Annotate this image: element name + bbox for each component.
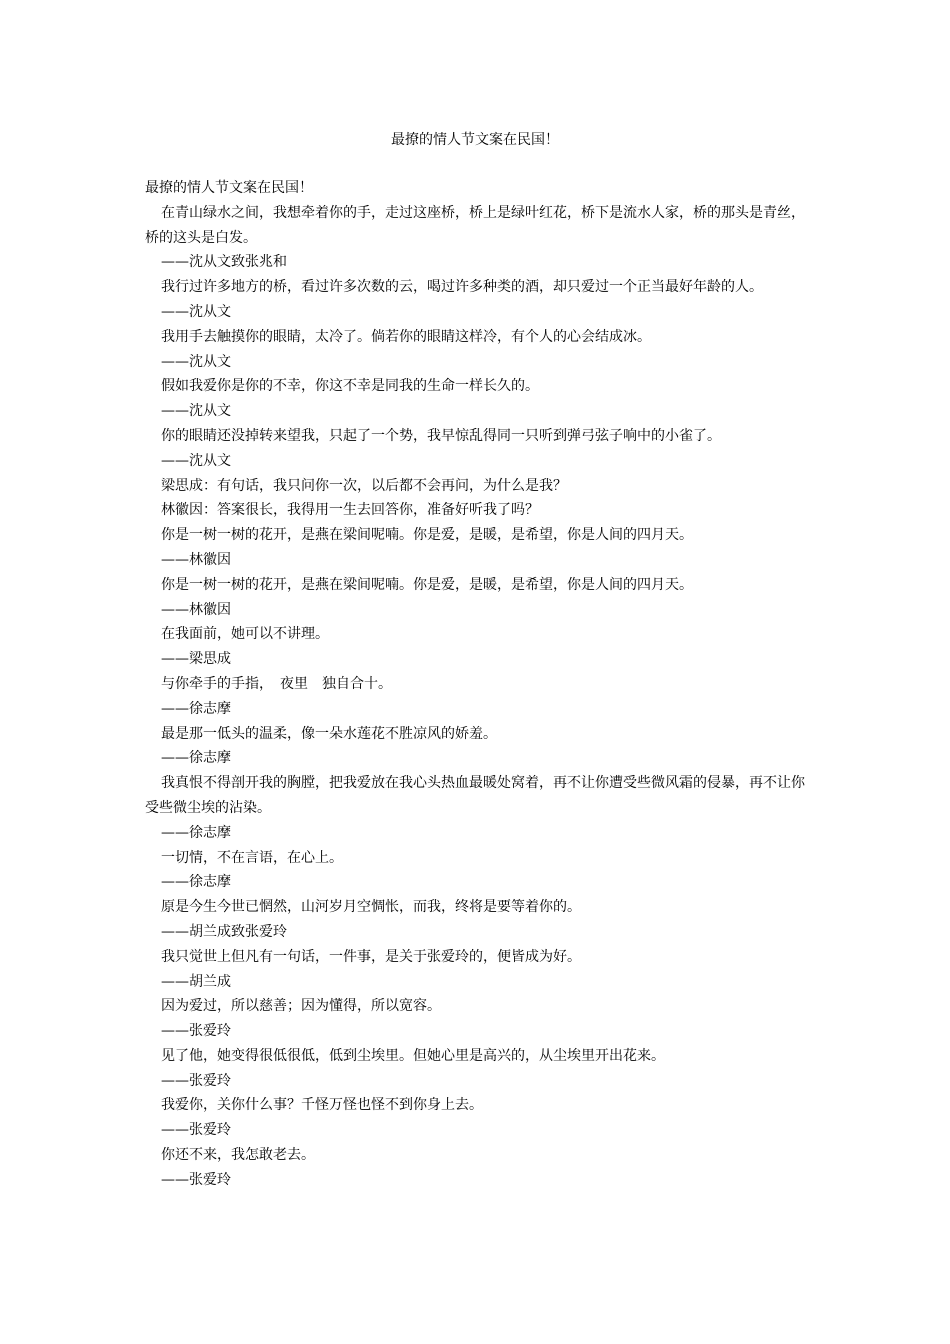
paragraph: ——徐志摩 — [161, 874, 231, 891]
paragraph: 林徽因：答案很长，我得用一生去回答你，准备好听我了吗？ — [161, 502, 539, 519]
paragraph: 你还不来，我怎敢老去。 — [161, 1147, 315, 1164]
paragraph: 最是那一低头的温柔，像一朵水莲花不胜凉风的娇羞。 — [161, 725, 497, 742]
document-title: 最撩的情人节文案在民国！ — [391, 132, 559, 148]
paragraph: 因为爱过，所以慈善；因为懂得，所以宽容。 — [161, 998, 441, 1015]
paragraph: 一切情，不在言语，在心上。 — [161, 849, 343, 866]
paragraph: ——徐志摩 — [161, 700, 231, 717]
paragraph: 我用手去触摸你的眼睛，太冷了。倘若你的眼睛这样冷，有个人的心会结成冰。 — [161, 328, 651, 345]
paragraph: ——林徽因 — [161, 551, 231, 568]
paragraph: ——张爱玲 — [161, 1072, 231, 1089]
paragraph: 假如我爱你是你的不幸，你这不幸是同我的生命一样长久的。 — [161, 378, 539, 395]
paragraph: ——张爱玲 — [161, 1023, 231, 1040]
paragraph: ——沈从文 — [161, 353, 231, 370]
paragraph: ——张爱玲 — [161, 1171, 231, 1188]
paragraph: 原是今生今世已惘然，山河岁月空惆怅，而我，终将是要等着你的。 — [161, 899, 581, 916]
paragraph: 与你牵手的手指， 夜里 独自合十。 — [161, 675, 392, 692]
paragraph: ——徐志摩 — [161, 824, 231, 841]
paragraph: ——沈从文致张兆和 — [161, 254, 287, 271]
paragraph: ——梁思成 — [161, 651, 231, 668]
paragraph: 在我面前，她可以不讲理。 — [161, 626, 329, 643]
paragraph: ——沈从文 — [161, 303, 231, 320]
paragraph: 我真恨不得剖开我的胸膛，把我爱放在我心头热血最暖处窝着，再不让你遭受些微风霜的侵暴，再不让你受些微尘埃的沾染。 — [145, 775, 805, 816]
paragraph: 你是一树一树的花开，是燕在梁间呢喃。你是爱，是暖，是希望，你是人间的四月天。 — [161, 527, 693, 544]
document-body — [145, 176, 805, 1193]
paragraph: 你的眼睛还没掉转来望我，只起了一个势，我早惊乱得同一只听到弹弓弦子响中的小雀了。 — [161, 427, 721, 444]
paragraph: 最撩的情人节文案在民国！ — [145, 180, 313, 196]
paragraph: ——胡兰成致张爱玲 — [161, 923, 287, 940]
paragraph: 在青山绿水之间，我想牵着你的手，走过这座桥，桥上是绿叶红花，桥下是流水人家，桥的那头是青丝，桥的这头是白发。 — [145, 204, 805, 246]
paragraph: ——林徽因 — [161, 601, 231, 618]
paragraph: ——张爱玲 — [161, 1122, 231, 1139]
paragraph: ——徐志摩 — [161, 750, 231, 767]
paragraph: ——胡兰成 — [161, 973, 231, 990]
paragraph: 我只觉世上但凡有一句话，一件事，是关于张爱玲的，便皆成为好。 — [161, 948, 581, 965]
paragraph: 我爱你，关你什么事？千怪万怪也怪不到你身上去。 — [161, 1097, 483, 1114]
paragraph: 你是一树一树的花开，是燕在梁间呢喃。你是爱，是暖，是希望，你是人间的四月天。 — [161, 576, 693, 593]
paragraph: ——沈从文 — [161, 403, 231, 420]
paragraph: 我行过许多地方的桥，看过许多次数的云，喝过许多种类的酒，却只爱过一个正当最好年龄的人。 — [161, 279, 763, 296]
paragraph: ——沈从文 — [161, 452, 231, 469]
paragraph: 见了他，她变得很低很低，低到尘埃里。但她心里是高兴的，从尘埃里开出花来。 — [161, 1047, 665, 1064]
paragraph: 梁思成：有句话，我只问你一次，以后都不会再问，为什么是我？ — [161, 477, 567, 494]
